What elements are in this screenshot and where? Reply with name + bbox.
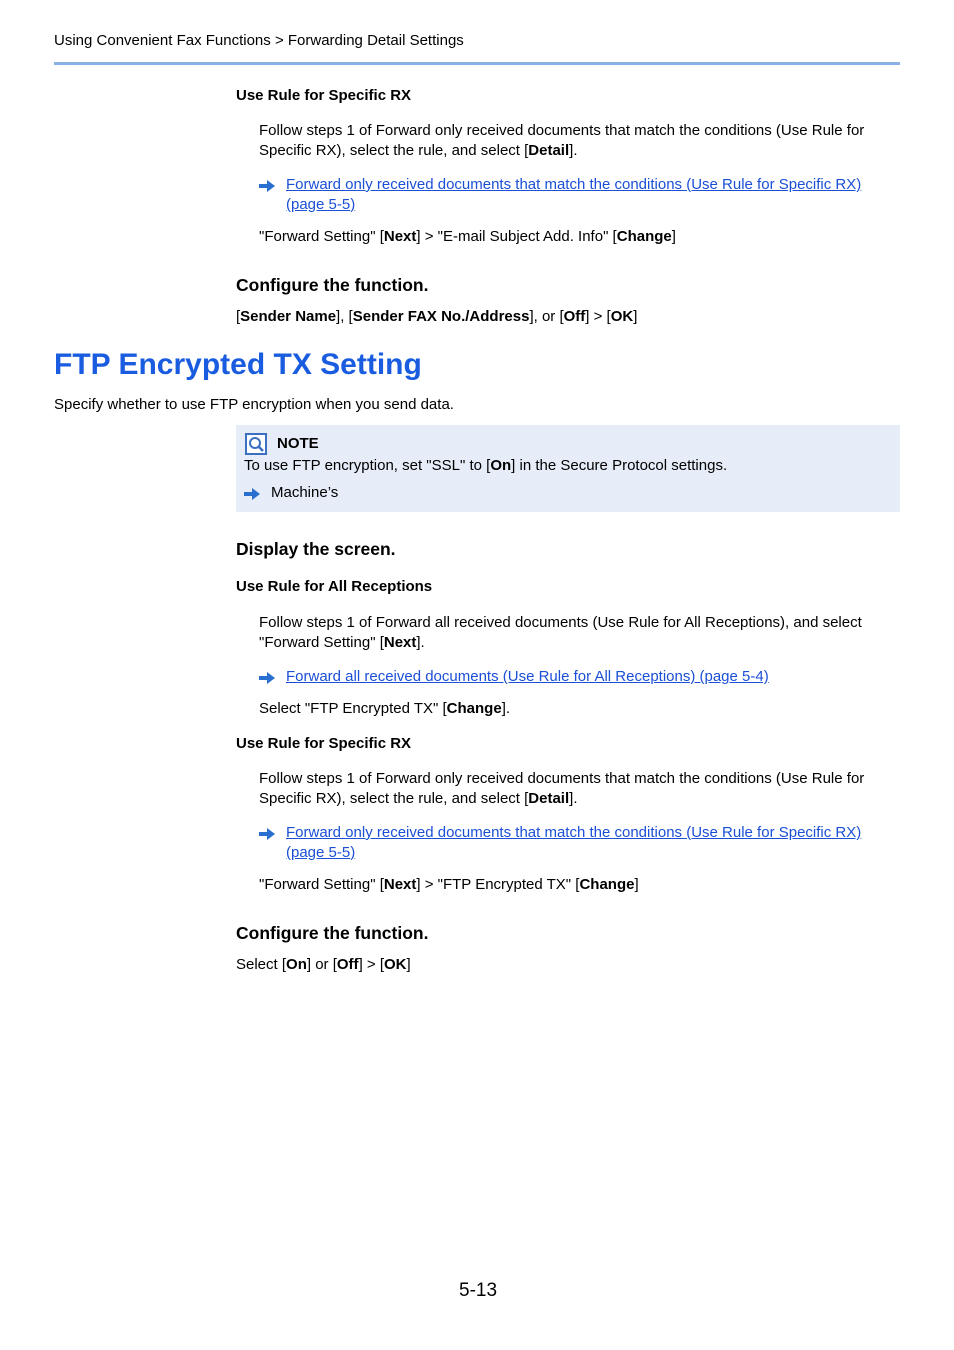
- paragraph-line: Follow steps 1 of Forward only received documents that match the conditions (Use Rule for: [259, 122, 865, 139]
- select-on-off: Select [On] or [Off] > [OK]: [236, 956, 411, 973]
- subheading-specific-rx: Use Rule for Specific RX: [236, 87, 412, 104]
- path-forward-setting-ftp: "Forward Setting" [Next] > "FTP Encrypted TX" [Change]: [259, 876, 639, 893]
- link-forward-specific-rx[interactable]: Forward only received documents that match the conditions (Use Rule for Specific RX) (page 5-5): [286, 176, 862, 213]
- path-forward-setting: "Forward Setting" [Next] > "E-mail Subject Add. Info" [Change]: [259, 228, 676, 245]
- link-forward-specific-rx-2[interactable]: Forward only received documents that match the conditions (Use Rule for Specific RX) (page 5-5): [286, 824, 862, 861]
- paragraph-line: Follow steps 1 of Forward only received documents that match the conditions (Use Rule for: [259, 770, 865, 787]
- paragraph-line: Follow steps 1 of Forward all received documents (Use Rule for All Receptions), and select: [259, 614, 862, 631]
- step-title-configure-2: Configure the function.: [236, 923, 429, 943]
- paragraph-specific-rx-2: [259, 769, 900, 808]
- section-intro: Specify whether to use FTP encryption when you send data.: [54, 396, 454, 413]
- note-reference: Machine’s: [271, 484, 339, 501]
- paragraph-line: Specific RX), select the rule, and select [Detail].: [259, 141, 578, 159]
- paragraph-all-receptions: [259, 613, 900, 652]
- select-ftp-encrypted: Select "FTP Encrypted TX" [Change].: [259, 700, 511, 717]
- header-divider: [54, 62, 900, 65]
- page-number: 5-13: [459, 1280, 498, 1301]
- subheading-specific-rx-2: Use Rule for Specific RX: [236, 735, 412, 752]
- arrow-right-icon: [244, 488, 260, 500]
- subheading-all-receptions: Use Rule for All Receptions: [236, 578, 433, 595]
- options-line: [Sender Name], [Sender FAX No./Address], or [Off] > [OK]: [236, 308, 638, 325]
- step-title-display: Display the screen.: [236, 539, 396, 559]
- section-title: FTP Encrypted TX Setting: [54, 348, 422, 381]
- paragraph-line: "Forward Setting" [Next].: [259, 633, 425, 651]
- breadcrumb: Using Convenient Fax Functions > Forwarding Detail Settings: [54, 32, 464, 49]
- link-forward-all-receptions[interactable]: Forward all received documents (Use Rule for All Receptions) (page 5-4): [286, 668, 769, 685]
- note-text: To use FTP encryption, set "SSL" to [On] in the Secure Protocol settings.: [244, 457, 728, 474]
- paragraph-specific-rx: [259, 121, 900, 160]
- arrow-right-icon: [259, 672, 275, 684]
- note-icon: [245, 433, 267, 455]
- note-label: NOTE: [277, 435, 319, 452]
- paragraph-line: Specific RX), select the rule, and select [Detail].: [259, 789, 578, 807]
- step-title-configure: Configure the function.: [236, 275, 429, 295]
- arrow-right-icon: [259, 828, 275, 840]
- arrow-right-icon: [259, 180, 275, 192]
